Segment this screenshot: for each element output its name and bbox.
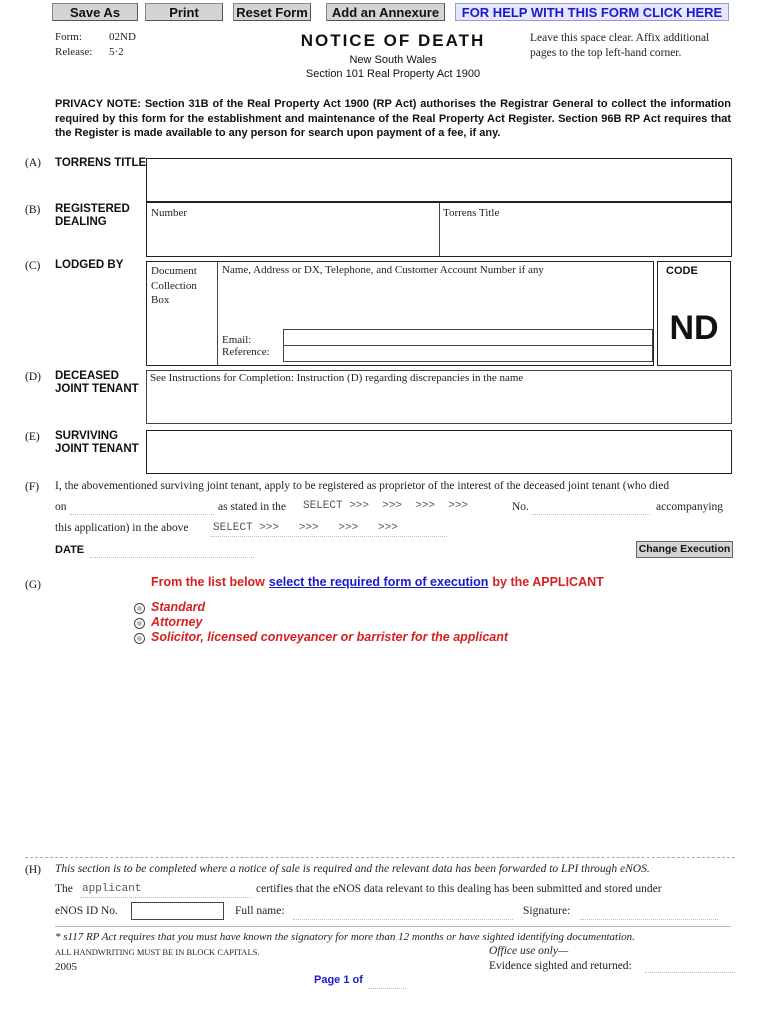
enos-id-label: eNOS ID No. xyxy=(55,905,118,917)
affix-note: Leave this space clear. Affix additional pages to the top left-hand corner. xyxy=(530,32,710,59)
death-date-input[interactable] xyxy=(70,498,214,515)
option-solicitor-label: Solicitor, licensed conveyancer or barrister for the applicant xyxy=(151,630,509,644)
radio-standard[interactable] xyxy=(134,603,145,614)
reference-label: Reference: xyxy=(222,346,270,358)
dealing-number-label: Number xyxy=(151,207,188,219)
office-use-label: Office use only— xyxy=(489,945,569,957)
reference-input[interactable] xyxy=(283,345,653,362)
deceased-instruction: See Instructions for Completion: Instruction (D) regarding discrepancies in the name xyxy=(150,372,524,384)
radio-solicitor[interactable] xyxy=(134,633,145,644)
applicant-select-line xyxy=(80,881,252,898)
page-total-input xyxy=(368,974,406,989)
f-statement: I, the abovementioned surviving joint tenant, apply to be registered as proprietor of the interest of the deceased joint tenant (who died xyxy=(55,480,670,492)
f-on: on xyxy=(55,501,67,513)
f-as-stated: as stated in the xyxy=(218,501,287,513)
privacy-note: PRIVACY NOTE: Section 31B of the Real Property Act 1900 (RP Act) authorises the Registrar General to collect the information required by this form for the establishment and maintenance of the Real Property Act Register. Section 96B RP Act requires that the Register is made available to any person for search upon payment of a fee, if any. xyxy=(55,98,731,139)
change-execution-button[interactable]: Change Execution xyxy=(636,541,733,558)
h-intro: This section is to be completed where a notice of sale is required and the relevant data has been forwarded to LPI through eNOS. xyxy=(55,863,650,875)
section-d-letter: (D) xyxy=(25,371,41,383)
doc-collection-label: Document Collection Box xyxy=(151,265,197,306)
date-label: DATE xyxy=(55,544,85,556)
section-c-label: LODGED BY xyxy=(55,259,124,271)
section-e-letter: (E) xyxy=(25,431,40,443)
add-annexure-button[interactable]: Add an Annexure xyxy=(326,3,445,21)
execution-form-link[interactable]: select the required form of execution xyxy=(268,575,489,589)
help-button[interactable]: FOR HELP WITH THIS FORM CLICK HERE xyxy=(455,3,729,21)
page-indicator: Page 1 of xyxy=(314,974,363,986)
full-name-input[interactable] xyxy=(293,903,513,920)
section-b-label: REGISTERED DEALING xyxy=(55,203,130,228)
code-value: ND xyxy=(669,309,719,347)
applicant-select[interactable]: applicant xyxy=(82,883,142,895)
signature-input[interactable] xyxy=(580,903,718,920)
enos-id-input[interactable] xyxy=(131,902,224,920)
option-attorney-label: Attorney xyxy=(151,615,203,629)
act-subtitle: Section 101 Real Property Act 1900 xyxy=(305,68,481,80)
reset-form-button[interactable]: Reset Form xyxy=(233,3,311,21)
email-input[interactable] xyxy=(283,329,653,346)
section-a-letter: (A) xyxy=(25,157,41,169)
section-c-letter: (C) xyxy=(25,260,41,272)
dealing-torrens-label: Torrens Title xyxy=(443,207,500,219)
f-no: No. xyxy=(512,501,529,513)
section-f-letter: (F) xyxy=(25,481,40,493)
option-standard-label: Standard xyxy=(151,600,206,614)
prompt-pre: From the list below xyxy=(151,575,265,589)
evidence-label: Evidence sighted and returned: xyxy=(489,960,632,972)
h-certifies: certifies that the eNOS data relevant to this dealing has been submitted and stored under xyxy=(256,883,662,895)
print-button[interactable]: Print xyxy=(145,3,223,21)
email-label: Email: xyxy=(222,334,252,346)
year-label: 2005 xyxy=(55,961,77,973)
f-this-app: this application) in the above xyxy=(55,522,189,534)
section-g-letter: (G) xyxy=(25,579,41,591)
date-input[interactable] xyxy=(90,541,254,558)
select-document-1[interactable]: SELECT >>> >>> >>> >>> xyxy=(303,500,469,512)
footer-rule xyxy=(55,926,731,927)
section-h-letter: (H) xyxy=(25,864,41,876)
dealing-torrens-input[interactable] xyxy=(443,222,728,254)
handwriting-note: ALL HANDWRITING MUST BE IN BLOCK CAPITALS. xyxy=(55,947,260,957)
dealing-divider xyxy=(439,203,440,256)
prompt-post: by the APPLICANT xyxy=(492,575,604,589)
release-label: Release: xyxy=(55,46,93,58)
s117-note: * s117 RP Act requires that you must have known the signatory for more than 12 months or have sighted identifying documentation. xyxy=(55,931,635,943)
select-document-2[interactable]: SELECT >>> >>> >>> >>> xyxy=(213,522,398,534)
f-accompanying: accompanying xyxy=(656,501,724,513)
select-document-2-line xyxy=(211,520,447,537)
execution-prompt xyxy=(151,573,604,591)
section-b-letter: (B) xyxy=(25,204,41,216)
dealing-number-input[interactable] xyxy=(150,222,435,254)
save-as-button[interactable]: Save As xyxy=(52,3,138,21)
document-number-input[interactable] xyxy=(532,498,650,515)
section-e-label: SURVIVING JOINT TENANT xyxy=(55,430,139,455)
evidence-input[interactable] xyxy=(645,958,735,973)
h-the: The xyxy=(55,883,73,895)
signature-label: Signature: xyxy=(523,905,571,917)
torrens-title-input[interactable] xyxy=(146,158,732,202)
state-subtitle: New South Wales xyxy=(349,54,437,66)
lodged-divider xyxy=(217,262,218,365)
section-h-separator xyxy=(25,857,735,858)
radio-attorney[interactable] xyxy=(134,618,145,629)
section-a-label: TORRENS TITLE xyxy=(55,157,147,169)
form-number: 02ND xyxy=(109,31,136,43)
page-title: NOTICE OF DEATH xyxy=(300,31,486,50)
release-number: 5·2 xyxy=(109,46,124,58)
form-label: Form: xyxy=(55,31,82,43)
section-d-label: DECEASED JOINT TENANT xyxy=(55,370,139,395)
surviving-joint-tenant-input[interactable] xyxy=(146,430,732,474)
full-name-label: Full name: xyxy=(235,905,285,917)
name-address-label: Name, Address or DX, Telephone, and Customer Account Number if any xyxy=(222,264,544,276)
code-label: CODE xyxy=(666,265,698,277)
